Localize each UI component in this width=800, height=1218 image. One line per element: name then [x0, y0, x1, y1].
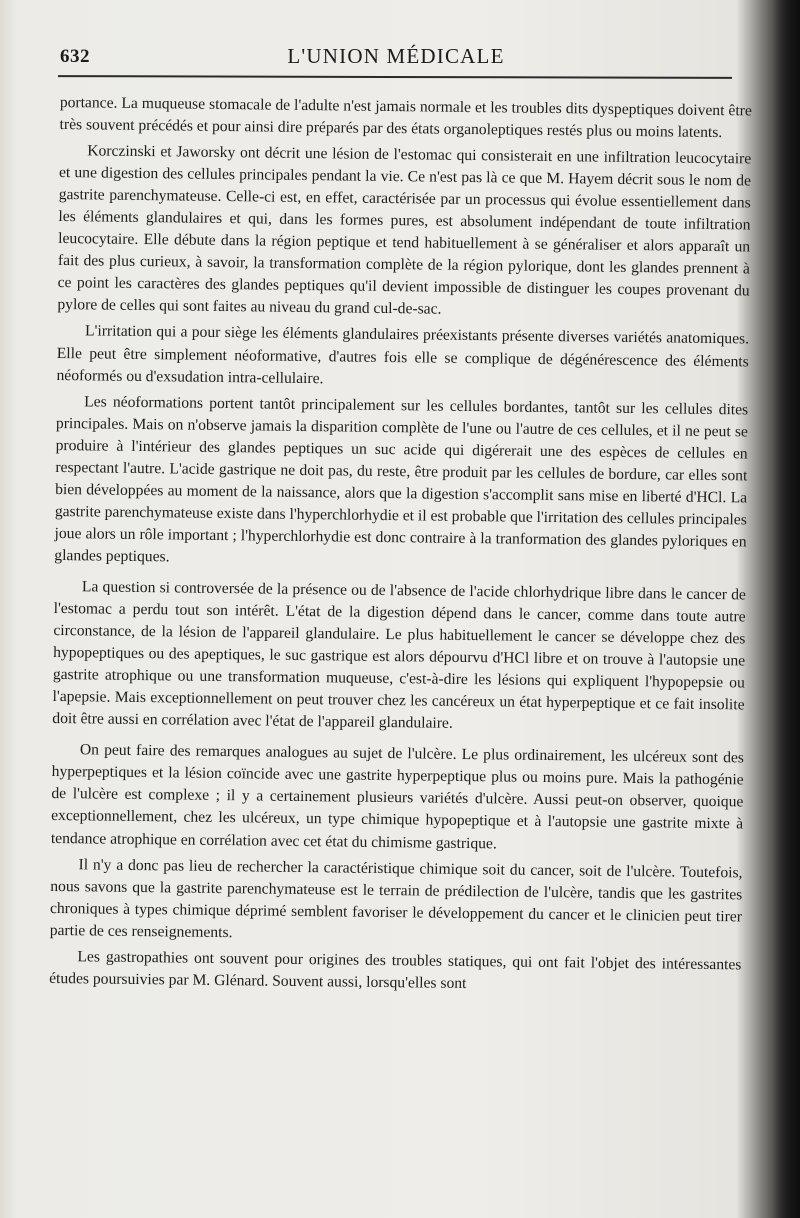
paragraph: Les gastropathies ont souvent pour origines des troubles statiques, qui ont fait l'objet des intéressantes études poursuivies par M. Glénard. Souvent aussi, lorsqu'elles sont — [49, 948, 742, 992]
paragraph: L'irritation qui a pour siège les éléments glandulaires préexistants présente diverses variétés anatomiques. Elle peut être simplement néoformative, d'autres fois elle se complique de dégénérescence des éléments néoformés ou d'exsudation intra-cellulaire. — [56, 322, 750, 387]
paragraph: portance. La muqueuse stomacale de l'adulte n'est jamais normale et les troubles dits dyspeptiques doivent être très souvent précédés et pour ainsi dire préparés par des états organoleptiques restés plus ou moins latents. — [59, 93, 752, 142]
paragraph: On peut faire des remarques analogues au sujet de l'ulcère. Le plus ordinairement, les ulcéreux sont des hyperpeptiques et la lésion coïncide avec une gastrite hyperpeptique plus ou moins pure. Mais la pathogénie de l'ulcère est complexe ; il y a certainement plusieurs variétés d'ulcère. Aussi peut-on observer, quoique exceptionnellement, chez les ulcéreux, un type chimique hypopeptique et à l'autopsie une gastrite mixte à tendance atrophique en corrélation avec cet état du chimisme gastrique. — [50, 741, 745, 852]
paragraph: La question si controversée de la présence ou de l'absence de l'acide chlorhydrique libre dans le cancer de l'estomac a perdu tout son intérêt. L'état de la digestion dépend dans le cancer, comme dans toute autre circonstance, de la lésion de l'appareil glandulaire. Le plus habituellement le cancer se développe chez des hypopeptiques ou des apeptiques, le suc gastrique est alors dépourvu d'HCl libre et on trouve à l'autopsie une gastrite atrophique ou une transformation muqueuse, c'est-à-dire les lésions qui expliquent l'hypopepsie ou l'apepsie. Mais exceptionnellement on peut trouver chez les cancéreux un état hyperpeptique et ce fait insolite doit être aussi en corrélation avec l'état de l'appareil glandulaire. — [52, 578, 747, 733]
header-rule — [58, 75, 732, 79]
paragraph: Il n'y a donc pas lieu de rechercher la caractéristique chimique soit du cancer, soit de l'ulcère. Toutefois, nous savons que la gastrite parenchymateuse est le terrain de prédilection de l'ulcère, tandis que les gastrites chroniques à types chimique déprimé semblent favoriser le développement du cancer et le clinicien peut tirer partie de ces renseignements. — [49, 855, 743, 941]
paragraph: Korczinski et Jaworsky ont décrit une lésion de l'estomac qui consisterait en une infiltration leucocytaire et une digestion des cellules principales pendant la vie. Ce n'est pas là ce que M. Hayem décrit sous le nom de gastrite parenchymateuse. Celle-ci est, en effet, caractérisée par un processus qui évolue essentiellement dans les éléments glandulaires et qui, dans les formes pures, est absolument indépendant de toute infiltration leucocytaire. Elle débute dans la région peptique et tend habituellement à se généraliser et alors apparaît un fait des plus curieux, à savoir, la transformation complète de la région pylorique, dont les glandes prennent à ce point les caractères des glandes peptiques qu'il devient impossible de distinguer les coupes provenant du pylore de celles qui sont faites au niveau du grand cul-de-sac. — [57, 142, 752, 319]
journal-title: L'UNION MÉDICALE — [287, 44, 505, 68]
paragraph: Les néoformations portent tantôt principalement sur les cellules bordantes, tantôt sur les cellules dites principales. Mais on n'observe jamais la disparition complète de l'une ou l'autre de ces cellules, et il ne peut se produire à l'intérieur des glandes peptiques un suc acide qui digérerait une des espèces de cellules en respectant l'autre. L'acide gastrique ne doit pas, du reste, être produit par les cellules de bordure, car elles sont bien développées au moment de la naissance, alors que la digestion s'accomplit sans mise en liberté d'HCl. La gastrite parenchymateuse existe dans l'hyperchlorhydie et il est probable que l'irritation des cellules principales joue alors un rôle important ; l'hyperchlorhydie est donc contraire à la tranformation des glandes pyloriques en glandes peptiques. — [54, 392, 749, 566]
article-body — [49, 92, 752, 998]
page-number: 632 — [60, 46, 90, 67]
binding-edge-shadow — [774, 0, 800, 1218]
running-head — [56, 36, 736, 76]
